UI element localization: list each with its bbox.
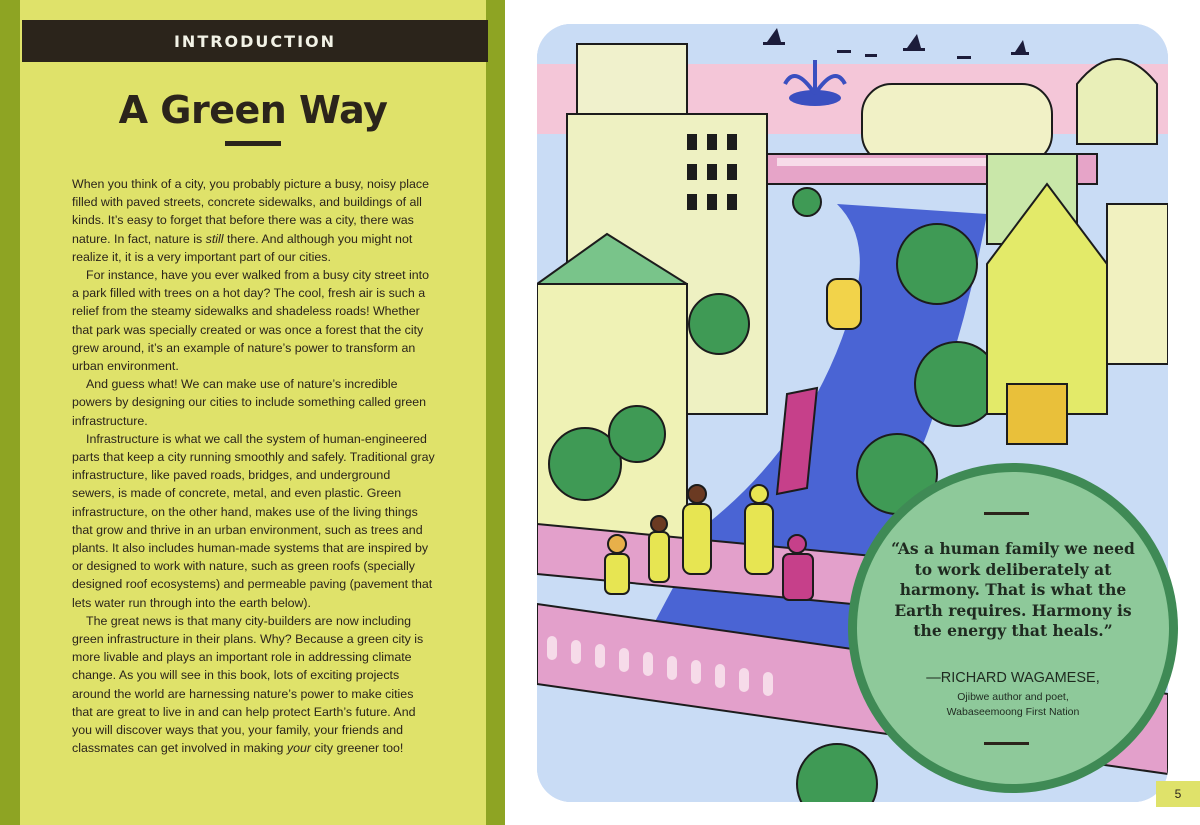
paragraph-3: And guess what! We can make use of nature’s incredible powers by designing our cities to include something called green infrastructure. bbox=[72, 377, 427, 428]
quote-role-line-2: Wabaseemoong First Nation bbox=[946, 706, 1080, 718]
quote-author: —RICHARD WAGAMESE, bbox=[926, 670, 1100, 686]
quote-text: “As a human family we need to work deliberately at harmony. That is what the Earth requires. Harmony is the energy that heals.” bbox=[891, 539, 1135, 641]
page-title: A Green Way bbox=[118, 88, 388, 132]
quote-circle bbox=[848, 463, 1178, 793]
quote-bottom-rule bbox=[984, 742, 1029, 745]
paragraph-5: The great news is that many city-builders are now including green infrastructure in their plans. Why? Because a green city is more livable and plays an important role in addressing climate change. As you will see in this book, lots of exciting projects around the world are harnessing nature’s power to make cities that are great to live in and can help protect Earth’s future. And you will discover ways that you, your family, your friends and classmates can get involved in making your city greener too! bbox=[72, 613, 424, 756]
section-header bbox=[22, 20, 488, 62]
title-underline bbox=[225, 141, 281, 146]
section-label: INTRODUCTION bbox=[173, 31, 337, 51]
quote-author-role bbox=[857, 690, 1169, 720]
quote-top-rule bbox=[984, 512, 1029, 515]
page-number: 5 bbox=[1156, 781, 1200, 807]
quote-inner bbox=[857, 472, 1169, 784]
paragraph-4: Infrastructure is what we call the system of human-engineered parts that keep a city running smoothly and safely. Traditional gray infrastructure, like paved roads, bridges, and underground sewers, is made of concrete, metal, and even plastic. Green infrastructure, on the other hand, makes use of the living things that grow and thrive in an urban environment, such as trees and plants. It also includes human-made systems that are inspired by or designed to work with nature, such as green roofs (specially designed roof ecosystems) and permeable paving (pavement that lets water run through into the earth below). bbox=[72, 431, 435, 610]
paragraph-2: For instance, have you ever walked from a busy city street into a park filled with trees on a hot day? The cool, fresh air is such a relief from the steamy sidewalks and shadeless roads! Whether that park was specially created or was once a forest that the city grew around, it’s an example of nature’s power to transform an urban environment. bbox=[72, 268, 429, 374]
paragraph-1: When you think of a city, you probably picture a busy, noisy place filled with paved streets, concrete sidewalks, and buildings of all kinds. It’s easy to forget that before there was a city, there was nature. In fact, nature is still there. And although you might not realize it, it is a very important part of our cities. bbox=[72, 177, 429, 264]
quote-role-line-1: Ojibwe author and poet, bbox=[957, 691, 1069, 703]
body-text bbox=[72, 175, 436, 758]
